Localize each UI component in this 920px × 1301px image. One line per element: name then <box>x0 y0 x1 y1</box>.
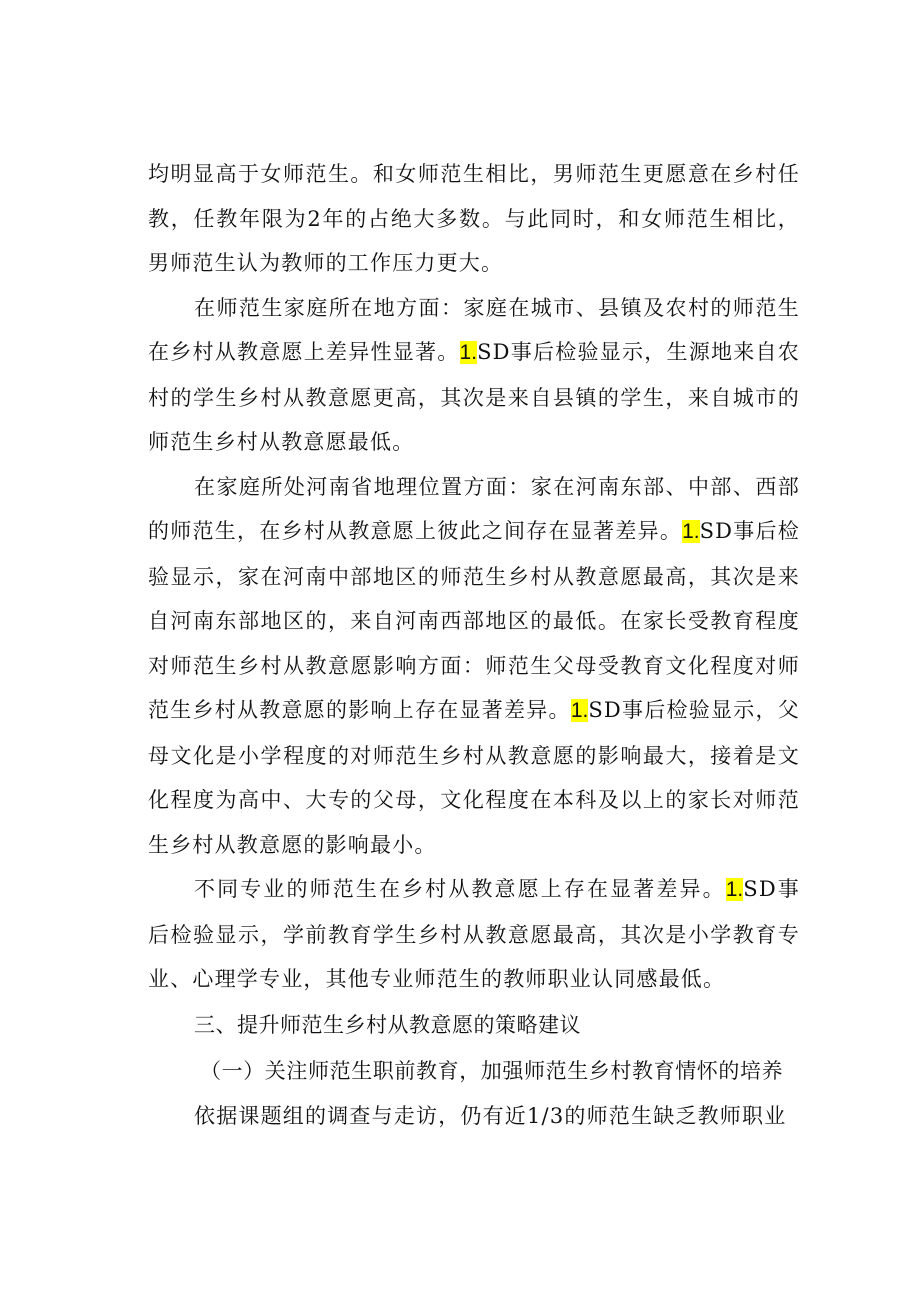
paragraph-p2 <box>148 286 800 465</box>
paragraph-text: 均明显高于女师范生。和女师范生相比，男师范生更愿意在乡村任教，任教年限为2年的占绝大多数。与此同时，和女师范生相比，男师范生认为教师的工作压力更大。 <box>148 162 800 275</box>
paragraph-p1 <box>148 152 800 286</box>
highlighted-text: 1. <box>682 520 700 543</box>
highlighted-text: 1. <box>570 699 589 722</box>
subsection-heading: （一）关注师范生职前教育，加强师范生乡村教育情怀的培养 <box>200 1058 784 1083</box>
paragraph-last: 依据课题组的调查与走访，仍有近1/3的师范生缺乏教师职业 <box>194 1103 787 1128</box>
paragraph-text: 在家庭所处河南省地理位置方面：家在河南东部、中部、西部的师范生，在乡村从教意愿上彼此之间存在显著差异。 <box>148 474 800 543</box>
section-heading: 三、提升师范生乡村从教意愿的策略建议 <box>194 1012 581 1037</box>
paragraph-text: 不同专业的师范生在乡村从教意愿上存在显著差异。 <box>194 877 726 901</box>
paragraph-text: SD事后检验显示，学前教育学生乡村从教意愿最高，其次是小学教育专业、心理学专业，其他专业师范生的教师职业认同感最低。 <box>148 877 800 991</box>
paragraph-p3 <box>148 465 800 868</box>
paragraph-text: SD事后检验显示，生源地来自农村的学生乡村从教意愿更高，其次是来自县镇的学生，来自城市的师范生乡村从教意愿最低。 <box>148 340 800 454</box>
highlighted-text: 1. <box>725 878 744 901</box>
paragraph-text: SD事后检验显示，家在河南中部地区的师范生乡村从教意愿最高，其次是来自河南东部地区的，来自河南西部地区的最低。在家长受教育程度对师范生乡村从教意愿影响方面：师范生父母受教育文化程度对师范生乡村从教意愿的影响上存在显著差异。 <box>148 519 800 722</box>
highlighted-text: 1. <box>459 341 478 364</box>
document-body <box>148 152 800 1138</box>
paragraph-text: 在师范生家庭所在地方面：家庭在城市、县镇及农村的师范生在乡村从教意愿上差异性显著。 <box>148 295 800 364</box>
paragraph-p4 <box>148 867 800 1002</box>
paragraph-text: SD事后检验显示，父母文化是小学程度的对师范生乡村从教意愿的影响最大，接着是文化程度为高中、大专的父母，文化程度在本科及以上的家长对师范生乡村从教意愿的影响最小。 <box>148 698 800 857</box>
paragraph-list <box>148 152 800 1002</box>
